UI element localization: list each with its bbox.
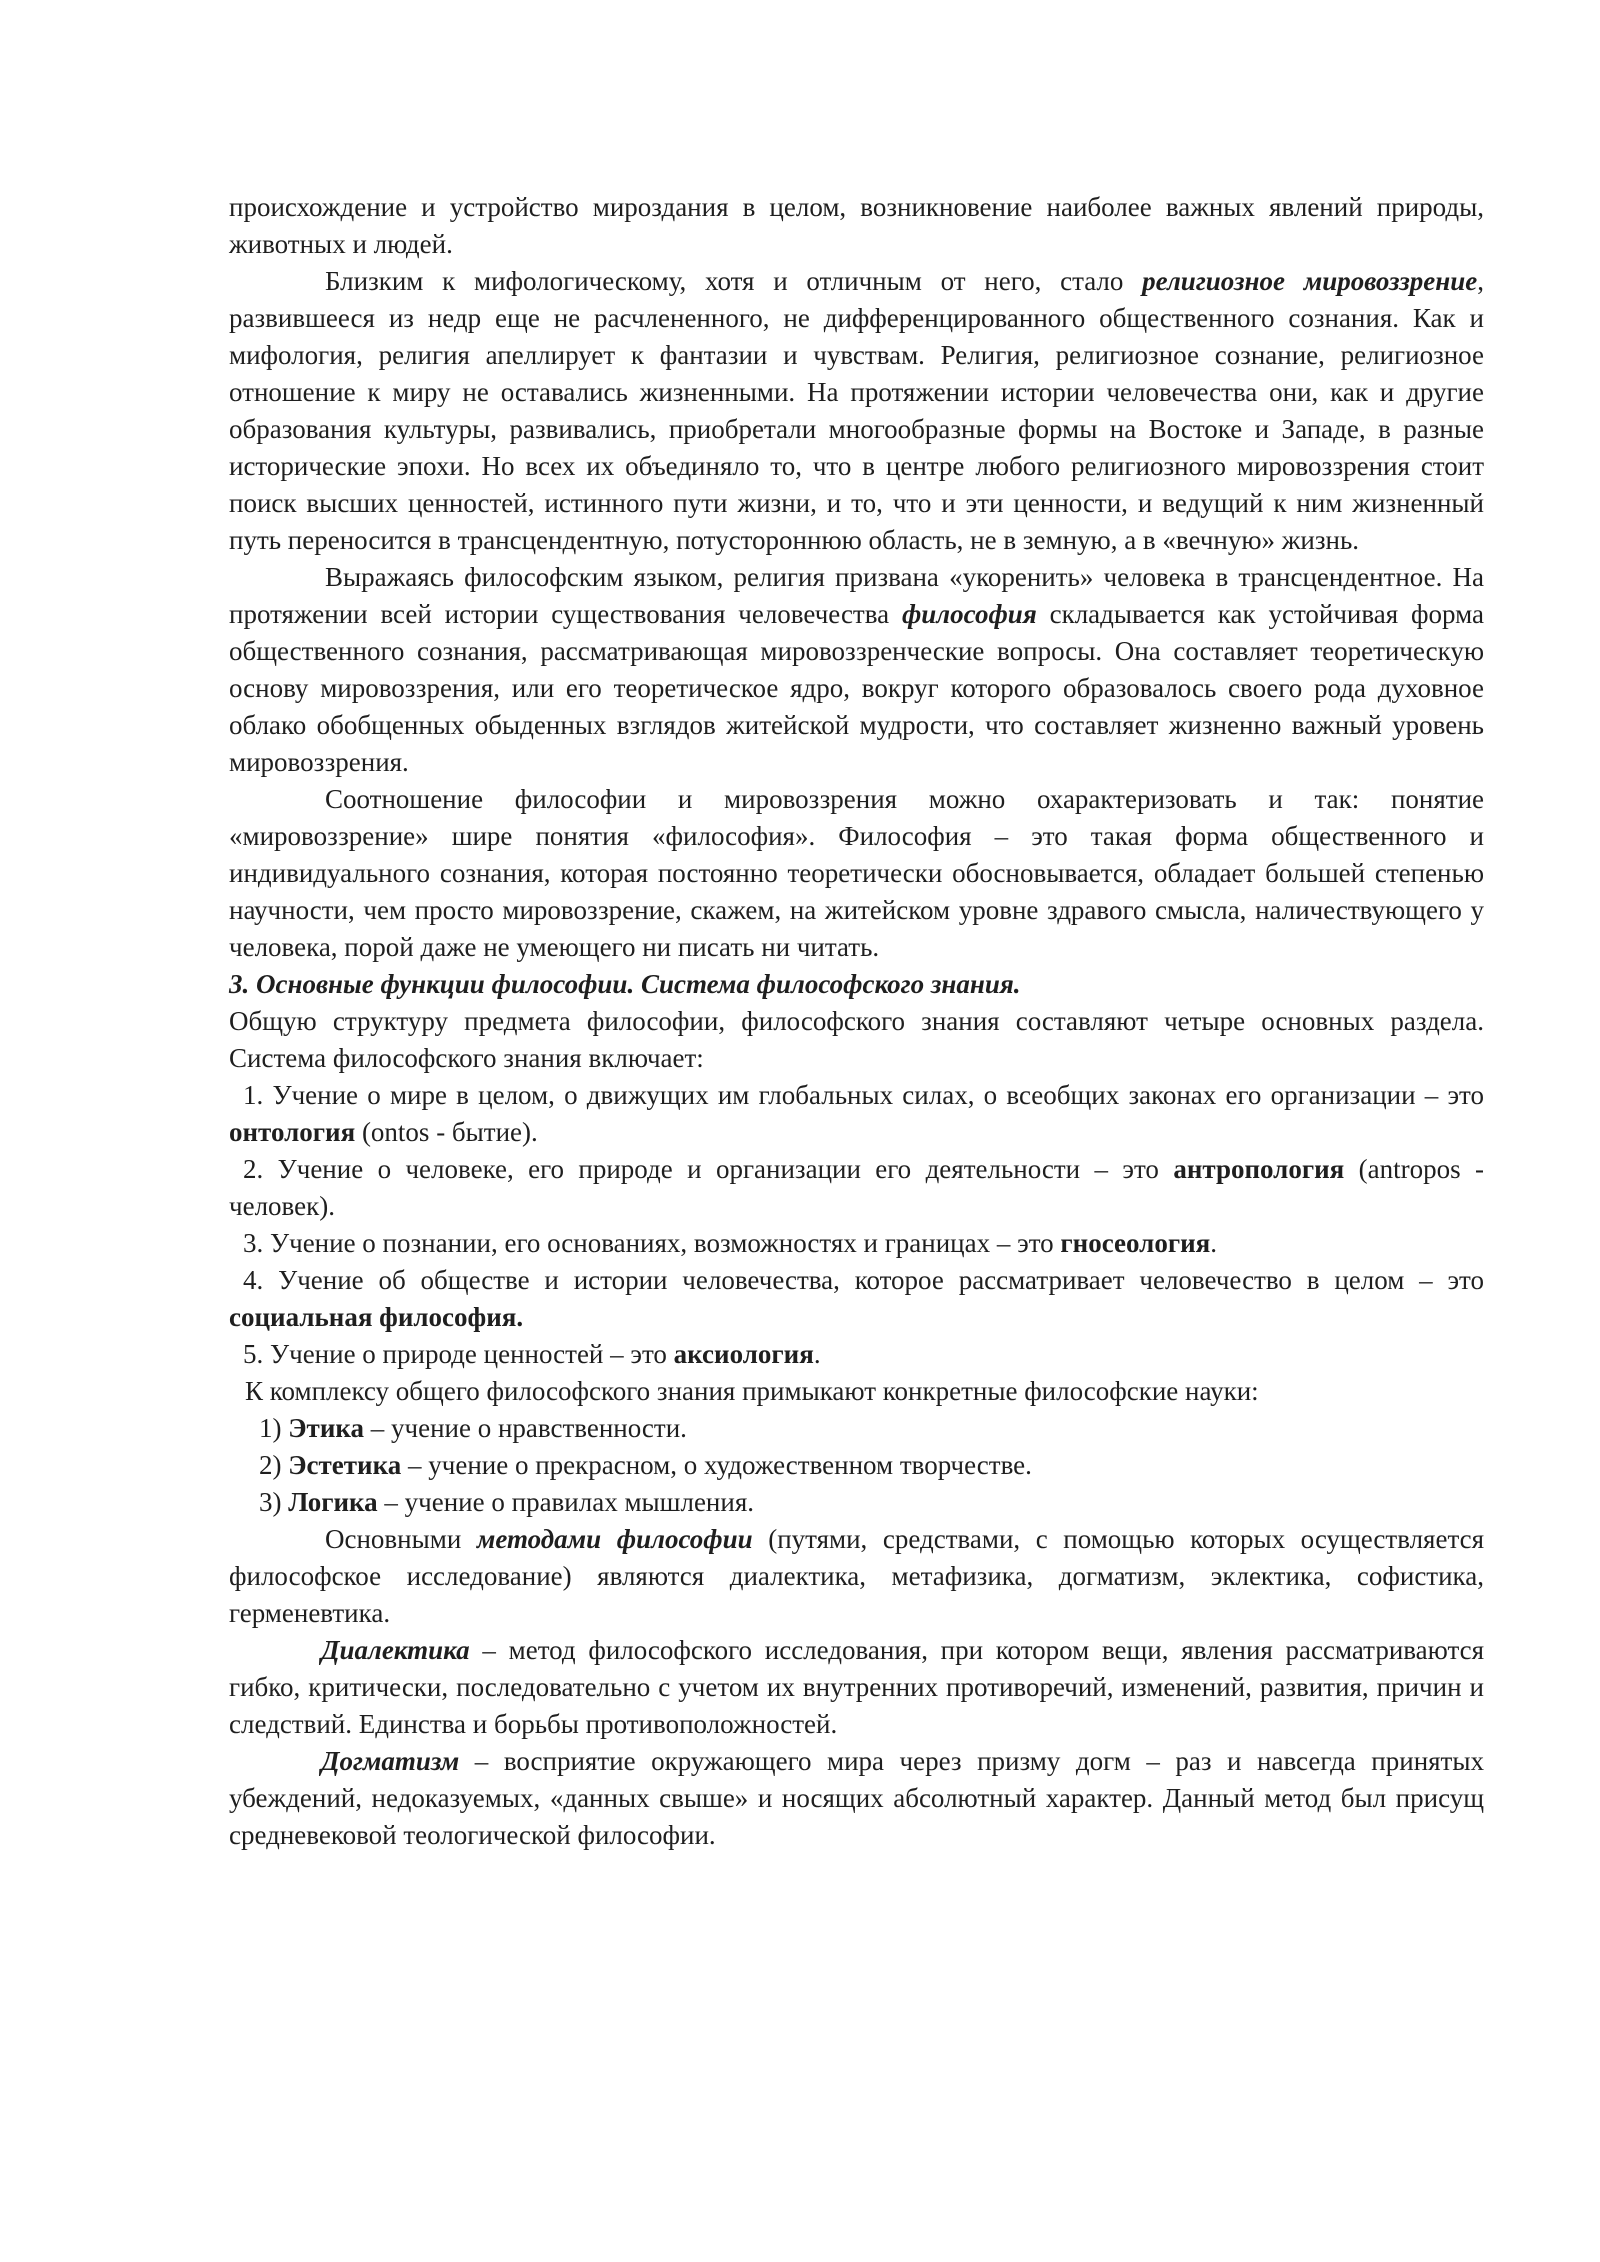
section-heading: 3. Основные функции философии. Система философского знания.	[229, 969, 1021, 999]
term-logic: Логика	[288, 1487, 378, 1517]
term-religious-worldview: религиозное мировоззрение	[1142, 266, 1478, 296]
term-axiology: аксиология	[673, 1339, 814, 1369]
term-methods: методами философии	[476, 1524, 753, 1554]
term-ontology: онтология	[229, 1117, 356, 1147]
sciences-intro: К комплексу общего философского знания примыкают конкретные философские науки:	[245, 1376, 1259, 1406]
science-item-aesthetics: 2) Эстетика – учение о прекрасном, о художественном творчестве.	[259, 1450, 1032, 1480]
term-dialectics: Диалектика	[321, 1635, 470, 1665]
paragraph-dogmatism: Догматизм – восприятие окружающего мира через призму догм – раз и навсегда принятых убеждений, недоказуемых, «данных свыше» и носящих абсолютный характер. Данный метод был присущ средневековой теологической философии.	[229, 1746, 1484, 1850]
list-item-social-philosophy: 4. Учение об обществе и истории человечества, которое рассматривает человечество в целом – это социальная философия.	[229, 1265, 1484, 1332]
paragraph-dialectics: Диалектика – метод философского исследования, при котором вещи, явления рассматриваются гибко, критически, последовательно с учетом их внутренних противоречий, изменений, развития, причин и следствий. Единства и борьбы противоположностей.	[229, 1635, 1484, 1739]
term-dogmatism: Догматизм	[321, 1746, 460, 1776]
paragraph-structure-intro: Общую структуру предмета философии, философского знания составляют четыре основных раздела. Система философского знания включает:	[229, 1006, 1484, 1073]
paragraph-mythology-continuation: происхождение и устройство мироздания в целом, возникновение наиболее важных явлений природы, животных и людей.	[229, 192, 1484, 259]
list-item-anthropology: 2. Учение о человеке, его природе и организации его деятельности – это антропология (antropos - человек).	[229, 1154, 1484, 1221]
document-body	[229, 189, 1484, 1854]
paragraph-methods: Основными методами философии (путями, средствами, с помощью которых осуществляется философское исследование) являются диалектика, метафизика, догматизм, эклектика, софистика, герменевтика.	[229, 1524, 1484, 1628]
science-item-ethics: 1) Этика – учение о нравственности.	[259, 1413, 687, 1443]
paragraph-philosophy-form: Выражаясь философским языком, религия призвана «укоренить» человека в трансцендентное. На протяжении всей истории существования человечества философия складывается как устойчивая форма общественного сознания, рассматривающая мировоззренческие вопросы. Она составляет теоретическую основу мировоззрения, или его теоретическое ядро, вокруг которого образовалось своего рода духовное облако обобщенных обыденных взглядов житейской мудрости, что составляет жизненно важный уровень мировоззрения.	[229, 562, 1484, 777]
term-philosophy: философия	[901, 599, 1037, 629]
list-item-ontology: 1. Учение о мире в целом, о движущих им глобальных силах, о всеобщих законах его организации – это онтология (ontos - бытие).	[229, 1080, 1484, 1147]
term-ethics: Этика	[288, 1413, 365, 1443]
list-item-gnoseology: 3. Учение о познании, его основаниях, возможностях и границах – это гносеология.	[243, 1228, 1217, 1258]
term-anthropology: антропология	[1173, 1154, 1345, 1184]
science-item-logic: 3) Логика – учение о правилах мышления.	[259, 1487, 754, 1517]
term-aesthetics: Эстетика	[288, 1450, 402, 1480]
paragraph-religious-worldview: Близким к мифологическому, хотя и отличным от него, стало религиозное мировоззрение, развившееся из недр еще не расчлененного, не дифференцированного общественного сознания. Как и мифология, религия апеллирует к фантазии и чувствам. Религия, религиозное сознание, религиозное отношение к миру не оставались жизненными. На протяжении истории человечества они, как и другие образования культуры, развивались, приобретали многообразные формы на Востоке и Западе, в разные исторические эпохи. Но всех их объединяло то, что в центре любого религиозного мировоззрения стоит поиск высших ценностей, истинного пути жизни, и то, что и эти ценности, и ведущий к ним жизненный путь переносится в трансцендентную, потустороннюю область, не в земную, а в «вечную» жизнь.	[229, 266, 1484, 555]
term-gnoseology: гносеология	[1060, 1228, 1211, 1258]
paragraph-philosophy-worldview-relation: Соотношение философии и мировоззрения можно охарактеризовать и так: понятие «мировоззрение» шире понятия «философия». Философия – это такая форма общественного и индивидуального сознания, которая постоянно теоретически обосновывается, обладает большей степенью научности, чем просто мировоззрение, скажем, на житейском уровне здравого смысла, наличествующего у человека, порой даже не умеющего ни писать ни читать.	[229, 784, 1484, 962]
term-social-philosophy: социальная философия.	[229, 1302, 524, 1332]
list-item-axiology: 5. Учение о природе ценностей – это аксиология.	[243, 1339, 821, 1369]
